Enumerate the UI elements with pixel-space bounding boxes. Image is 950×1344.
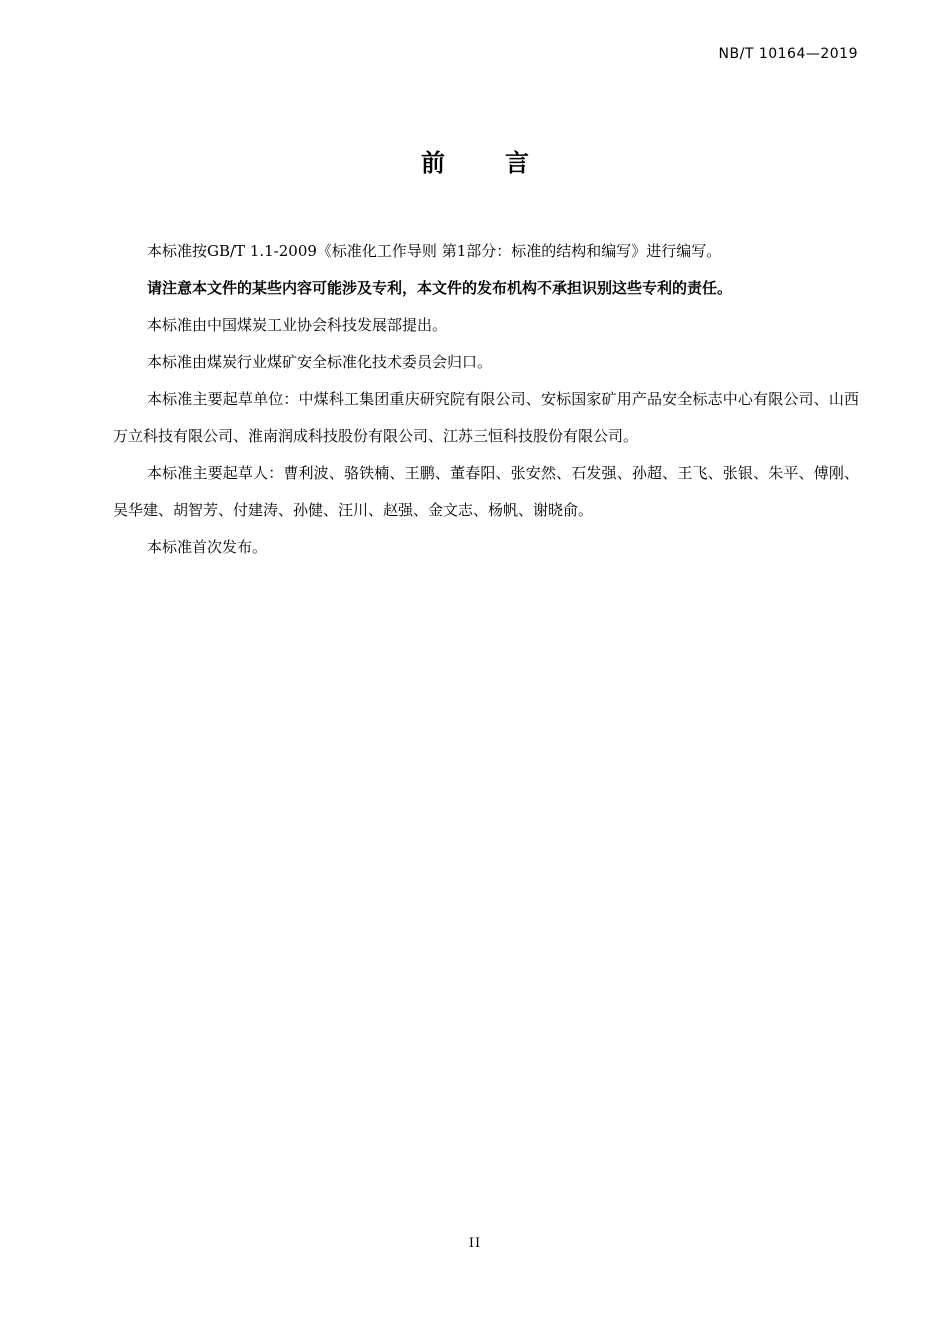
paragraph-drafting-rules: 本标准按GB/T 1.1-2009《标准化工作导则 第1部分：标准的结构和编写》进行编写。 bbox=[147, 242, 722, 260]
page-number: II bbox=[468, 1236, 482, 1251]
paragraph-centralized-by: 本标准由煤炭行业煤矿安全标准化技术委员会归口。 bbox=[147, 353, 493, 371]
paragraph-drafters: 本标准主要起草人：曹利波、骆铁楠、王鹏、董春阳、张安然、石发强、孙超、王飞、张银、朱平、傅刚、吴华建、胡智芳、付建涛、孙健、汪川、赵强、金文志、杨帆、谢晓俞。 bbox=[113, 464, 859, 519]
title-char-2: 言 bbox=[505, 149, 529, 177]
foreword-body bbox=[113, 233, 859, 566]
paragraph-patent-notice: 请注意本文件的某些内容可能涉及专利，本文件的发布机构不承担识别这些专利的责任。 bbox=[147, 279, 733, 297]
standard-code: NB/T 10164—2019 bbox=[718, 46, 858, 62]
paragraph-proposer: 本标准由中国煤炭工业协会科技发展部提出。 bbox=[147, 316, 448, 334]
title-char-1: 前 bbox=[421, 149, 445, 177]
page-title bbox=[0, 143, 950, 178]
paragraph-first-release: 本标准首次发布。 bbox=[147, 538, 268, 556]
paragraph-drafting-units: 本标准主要起草单位：中煤科工集团重庆研究院有限公司、安标国家矿用产品安全标志中心有限公司、山西万立科技有限公司、淮南润成科技股份有限公司、江苏三恒科技股份有限公司。 bbox=[113, 390, 859, 445]
